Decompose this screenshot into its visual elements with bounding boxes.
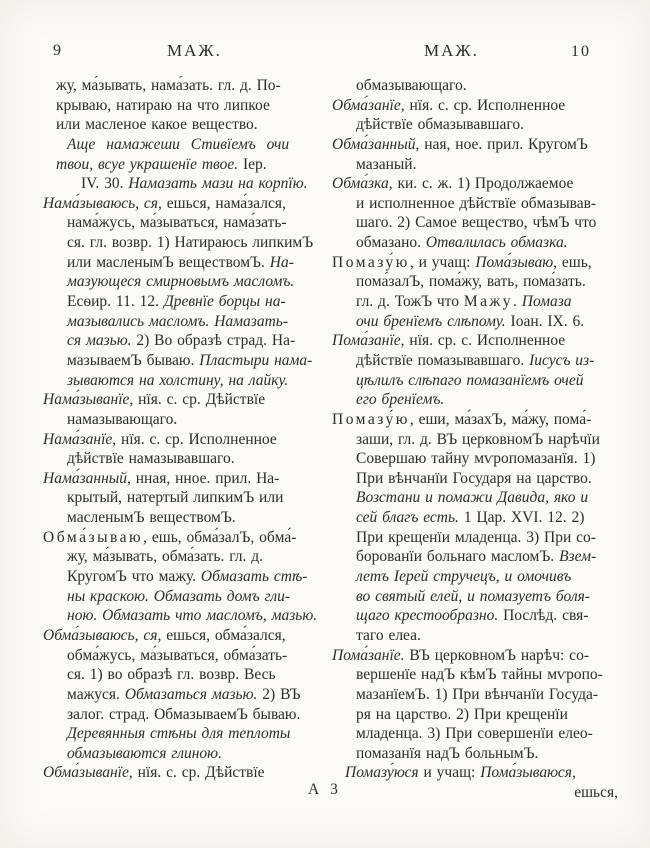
text-segment: младенца. 3) При совершенїи елео- (356, 725, 593, 743)
text-line (356, 115, 618, 135)
text-segment: ся мазью. (67, 332, 137, 350)
text-segment: 2) Во образѣ страд. На- (136, 332, 296, 350)
text-line (356, 233, 618, 253)
text-line (43, 194, 335, 214)
text-line (356, 272, 618, 292)
text-line (356, 528, 618, 548)
text-line (356, 194, 618, 214)
text-segment: Обма́занный (332, 135, 416, 153)
column-left (43, 76, 335, 804)
text-segment: шаго. 2) Самое вещество, чѣмЪ что (356, 214, 597, 232)
text-segment: , нїя. с. ср. Дѣйствїе (128, 764, 265, 782)
text-segment: , нїя. с. ср. Исполненное (112, 430, 277, 448)
text-segment: или масленымЪ веществомЪ. (67, 253, 270, 271)
text-segment: и учащ: (423, 764, 481, 782)
text-line (356, 155, 618, 175)
text-segment: крытый, натертый липкимЪ или (67, 489, 284, 507)
text-segment: мазанїемЪ. 1) При вѣнчанїи Госуда- (356, 685, 599, 703)
text-segment: Древнїе борцы на- (163, 293, 286, 311)
text-segment: ся. 1) во образѣ гл. возвр. Весь (67, 666, 276, 684)
text-line (67, 233, 335, 253)
text-line (43, 528, 335, 548)
text-segment: дѣйствїе помазывавшаго. (356, 351, 530, 369)
text-segment: Возстани и помажи Давида, яко и (356, 489, 589, 507)
text-segment: Пома́занїе. (332, 646, 410, 664)
text-segment: Послѣд. свя- (503, 607, 589, 625)
text-line (356, 783, 618, 803)
text-segment: ешься, нама́зался, (166, 194, 286, 212)
text-line (356, 76, 618, 96)
text-line (67, 488, 335, 508)
text-line (67, 312, 335, 332)
text-segment: Помаза (521, 293, 572, 311)
text-line (356, 626, 618, 646)
text-segment: борованїи больнаго масломЪ. (356, 548, 560, 566)
text-segment: Пома́зываю (475, 253, 554, 271)
text-segment: таго елеа. (356, 626, 421, 644)
text-line (43, 430, 335, 450)
text-line (67, 213, 335, 233)
text-segment: обмазываются глиною. (67, 744, 222, 762)
text-segment: Обма́зка (332, 175, 389, 193)
text-line (356, 567, 618, 587)
text-segment: Пластыри нама- (199, 351, 313, 369)
text-segment: гл. д. ТожЪ что (356, 293, 464, 311)
text-segment: сей благъ есть. (356, 509, 464, 527)
text-line (356, 705, 618, 725)
text-line (356, 213, 618, 233)
text-segment: Взем- (559, 548, 597, 566)
text-segment: IV. 30. (81, 175, 129, 193)
text-line (356, 606, 618, 626)
text-segment: Помазу́ю (332, 410, 410, 428)
text-line (332, 410, 618, 430)
text-segment: жу, ма́зывать, обма́зать. гл. д. (67, 548, 264, 566)
text-segment: мазаный. (356, 155, 417, 173)
text-line (67, 587, 335, 607)
text-line (332, 331, 618, 351)
text-line (67, 253, 335, 273)
text-segment: ря на царство. 2) При крещенїи (356, 705, 568, 723)
text-line (67, 547, 335, 567)
text-line (356, 371, 618, 391)
text-line (356, 508, 618, 528)
text-segment: 2) ВЪ (262, 685, 301, 703)
text-line (356, 724, 618, 744)
text-line (67, 685, 335, 705)
text-line (67, 292, 335, 312)
text-segment: Нама́зыванїе (43, 391, 130, 409)
text-line (67, 135, 335, 155)
text-line (81, 174, 335, 194)
text-segment: обмазано. (356, 234, 426, 252)
text-line (356, 469, 618, 489)
text-line (43, 763, 335, 783)
text-segment: дѣйствїе обмазывавшаго. (356, 116, 524, 134)
text-segment: Аще намажеши Стивїемъ очи (67, 135, 290, 153)
text-line (356, 430, 618, 450)
text-line (43, 626, 335, 646)
text-segment: его бренїемъ. (356, 391, 445, 409)
text-segment: твои, всуе украшенїе твое. (56, 155, 243, 173)
text-line (356, 351, 618, 371)
text-segment: Іоан. IX. 6. (510, 312, 585, 330)
text-segment: Намазать мази на корпїю. (128, 175, 308, 193)
text-line (356, 665, 618, 685)
text-segment: . (513, 293, 522, 311)
text-line (332, 253, 618, 273)
text-segment: Обма́зыванїе (43, 764, 129, 782)
text-segment: Помазу́юся (345, 764, 424, 782)
text-line (43, 469, 335, 489)
text-segment: Есѳир. 11. 12. (67, 293, 164, 311)
text-segment: мазывались масломъ. Намазать- (67, 312, 288, 330)
text-segment: во святый елей, и помазуетъ боля- (356, 587, 590, 605)
text-line (67, 331, 335, 351)
text-segment: Мажу (463, 293, 514, 311)
text-line (67, 567, 335, 587)
text-segment: Пома́занїе (332, 332, 401, 350)
text-line (356, 312, 618, 332)
text-segment: Совершаю тайну мѵропомазанїя. 1) (356, 450, 596, 468)
text-segment: крываю, натираю на что липкое (56, 96, 270, 114)
text-segment: и исполненное дѣйствїе обмазывав- (356, 194, 597, 212)
text-line (356, 488, 618, 508)
text-line (56, 76, 335, 96)
text-segment: , нная, нное. прил. На- (127, 469, 280, 487)
text-segment: Іисусъ из- (529, 351, 595, 369)
text-segment: ешься, (574, 784, 618, 802)
text-line (67, 508, 335, 528)
text-segment: пома́залЪ, пома́жу, вать, пома́зать. (356, 273, 586, 291)
text-segment: Деревянныя стѣны для теплоты (67, 725, 291, 743)
text-segment: Нама́занїе (43, 430, 113, 448)
running-head-right: МАЖ. (424, 41, 479, 60)
text-segment: Нама́занный (43, 469, 128, 487)
text-segment: щаго крестообразно. (356, 607, 504, 625)
text-segment: жу, ма́зывать, нама́зать. гл. д. По- (56, 77, 281, 94)
text-segment: Обма́зываюсь, ся, (43, 626, 167, 644)
text-segment: ВЪ церковномЪ нарѣч: со- (409, 646, 589, 664)
text-segment: ною. Обмазать что масломъ, мазью. (67, 607, 318, 625)
text-line (356, 685, 618, 705)
text-segment: мазываемЪ бываю. (67, 351, 200, 369)
text-line (67, 371, 335, 391)
text-segment: мазующеся смирновымъ масломъ. (67, 273, 295, 291)
text-segment: При вѣнчанїи Государя на царство. (356, 469, 592, 487)
text-segment: , еши, ма́захЪ, ма́жу, пома́- (409, 410, 592, 428)
text-line (67, 606, 335, 626)
text-segment: летъ Іерей стручецъ, и омочивъ (356, 568, 572, 586)
text-segment: Пома́зываюся, (480, 764, 576, 782)
signature-mark: А 3 (308, 781, 338, 798)
text-segment: масленымЪ веществомЪ. (67, 509, 236, 527)
text-line (56, 115, 335, 135)
text-segment: обма́жусь, ма́зываться, обма́зать- (67, 646, 288, 664)
text-segment: Обма́занїе (332, 96, 401, 114)
text-segment: или масленое какое вещество. (56, 116, 258, 134)
text-line (356, 390, 618, 410)
text-line (67, 272, 335, 292)
text-segment: залог. страд. ОбмазываемЪ бываю. (67, 705, 301, 723)
running-head (0, 41, 650, 63)
text-segment: ешься, обма́зался, (166, 626, 286, 644)
text-line (332, 646, 618, 666)
text-line (356, 744, 618, 764)
text-segment: очи бренїемъ слѣпому. (356, 312, 511, 330)
text-segment: ны краскою. Обмазать домъ гли- (67, 587, 291, 605)
text-line (356, 449, 618, 469)
text-line (67, 724, 335, 744)
text-line (56, 155, 335, 175)
text-segment: При крещенїи младенца. 3) При со- (356, 528, 596, 546)
text-segment: КругомЪ что мажу. (67, 568, 201, 586)
text-line (67, 744, 335, 764)
text-segment: Обмазаться мазью. (124, 685, 263, 703)
text-line (332, 174, 618, 194)
text-line (67, 665, 335, 685)
text-line (356, 292, 618, 312)
text-segment: Отвалилась обмазка. (425, 234, 568, 252)
text-segment: намазывающаго. (67, 410, 178, 428)
text-segment: 1 Цар. XVI. 12. 2) (463, 509, 585, 527)
text-line (67, 351, 335, 371)
text-segment: заши, гл. д. ВЪ церковномЪ нарѣчїи (356, 430, 600, 448)
text-segment: помазанїя надЪ больнымЪ. (356, 744, 539, 762)
text-line (56, 96, 335, 116)
text-segment: вершенїе надЪ кѣмЪ тайны мѵропо- (356, 666, 603, 684)
text-segment: , ешь, обма́залЪ, обма́- (143, 528, 297, 546)
text-segment: , ешь, (553, 253, 592, 271)
text-segment: Обма́зываю (43, 528, 144, 546)
text-segment: зываются на холстину, на лайку. (67, 371, 289, 389)
text-segment: , ная, ное. прил. КругомЪ (415, 135, 588, 153)
text-segment: цѣлилъ слѣпаго помазанїемъ очей (356, 371, 584, 389)
text-segment: мажуся. (67, 685, 125, 703)
text-segment: дѣйствїе намазывавшаго. (67, 450, 235, 468)
page-number-right: 10 (571, 43, 591, 60)
text-line (332, 135, 618, 155)
text-segment: обмазывающаго. (356, 77, 467, 94)
text-line (332, 96, 618, 116)
page-number-left: 9 (53, 42, 61, 59)
text-segment: Помазу́ю (332, 253, 410, 271)
text-line (67, 646, 335, 666)
text-line (345, 763, 618, 783)
text-segment: ся. гл. возвр. 1) Натираюсь липкимЪ (67, 234, 314, 252)
column-right (332, 76, 618, 816)
text-line (67, 705, 335, 725)
text-segment: , нїя. ср. с. Исполненное (400, 332, 566, 350)
text-segment: Обмазать стѣ- (200, 568, 308, 586)
text-segment: , и учащ: (409, 253, 476, 271)
running-head-left: МАЖ. (167, 41, 222, 60)
text-segment: , нїя. с. ср. Дѣйствїе (129, 391, 266, 409)
text-segment: , ки. с. ж. 1) Продолжаемое (388, 175, 574, 193)
text-segment: Іер. (242, 155, 267, 173)
text-line (67, 449, 335, 469)
text-line (67, 410, 335, 430)
text-line (356, 587, 618, 607)
text-line (356, 547, 618, 567)
text-segment: На- (269, 253, 294, 271)
text-line (43, 390, 335, 410)
text-segment: Нама́зываюсь, ся, (43, 194, 167, 212)
text-segment: , нїя. с. ср. Исполненное (400, 96, 566, 114)
text-segment: нама́жусь, ма́зываться, нама́зать- (67, 214, 287, 232)
